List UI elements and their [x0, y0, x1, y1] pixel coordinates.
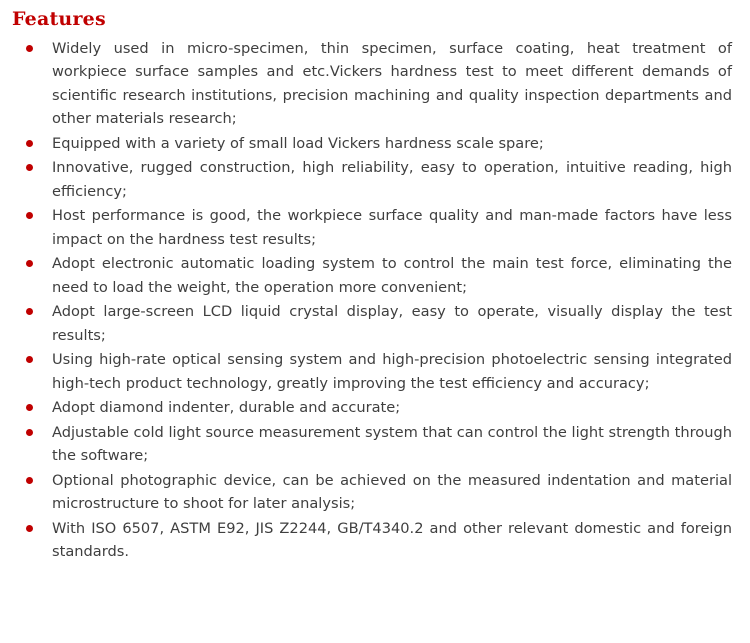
list-item	[10, 421, 740, 468]
red-dot-bullet-icon	[26, 140, 33, 147]
red-dot-bullet-icon	[26, 45, 33, 52]
feature-list	[10, 37, 740, 564]
list-item	[10, 300, 740, 347]
list-item	[10, 204, 740, 251]
list-item	[10, 396, 740, 420]
list-item-text: Adopt electronic automatic loading system to control the main test force, eliminating the need to load the weight, the operation more convenient;	[52, 255, 732, 296]
list-item-text: Adjustable cold light source measurement system that can control the light strength through the software;	[52, 423, 732, 465]
list-item-text: Adopt large-screen LCD liquid crystal display, easy to operate, visually display the test results;	[52, 303, 732, 344]
list-item-text: Innovative, rugged construction, high reliability, easy to operation, intuitive reading, high efficiency;	[52, 159, 732, 200]
red-dot-bullet-icon	[26, 260, 33, 267]
list-item	[10, 156, 740, 203]
red-dot-bullet-icon	[26, 429, 33, 436]
red-dot-bullet-icon	[26, 477, 33, 484]
red-dot-bullet-icon	[26, 212, 33, 219]
list-item-text: Adopt diamond indenter, durable and accurate;	[52, 399, 401, 417]
red-dot-bullet-icon	[26, 308, 33, 315]
red-dot-bullet-icon	[26, 525, 33, 532]
list-item	[10, 517, 740, 564]
list-item-text: Host performance is good, the workpiece surface quality and man-made factors have less impact on the hardness test results;	[52, 207, 732, 248]
list-item	[10, 37, 740, 131]
list-item-text: Using high-rate optical sensing system and high-precision photoelectric sensing integrated high-tech product technology, greatly improving the test efficiency and accuracy;	[52, 351, 732, 392]
list-item	[10, 469, 740, 516]
list-item	[10, 252, 740, 299]
list-item-text: Equipped with a variety of small load Vickers hardness scale spare;	[52, 134, 544, 152]
list-item	[10, 132, 740, 156]
red-dot-bullet-icon	[26, 404, 33, 411]
red-dot-bullet-icon	[26, 356, 33, 363]
list-item-text: With ISO 6507, ASTM E92, JIS Z2244, GB/T4340.2 and other relevant domestic and foreign standards.	[52, 519, 732, 561]
list-item-text: Widely used in micro-specimen, thin specimen, surface coating, heat treatment of workpiece surface samples and etc.Vickers hardness test to meet different demands of scientific research institutions, precision machining and quality inspection departments and other materials research;	[52, 39, 732, 128]
red-dot-bullet-icon	[26, 164, 33, 171]
page-title: Features	[12, 8, 106, 30]
list-item-text: Optional photographic device, can be achieved on the measured indentation and material microstructure to shoot for later analysis;	[52, 471, 732, 513]
list-item	[10, 348, 740, 395]
